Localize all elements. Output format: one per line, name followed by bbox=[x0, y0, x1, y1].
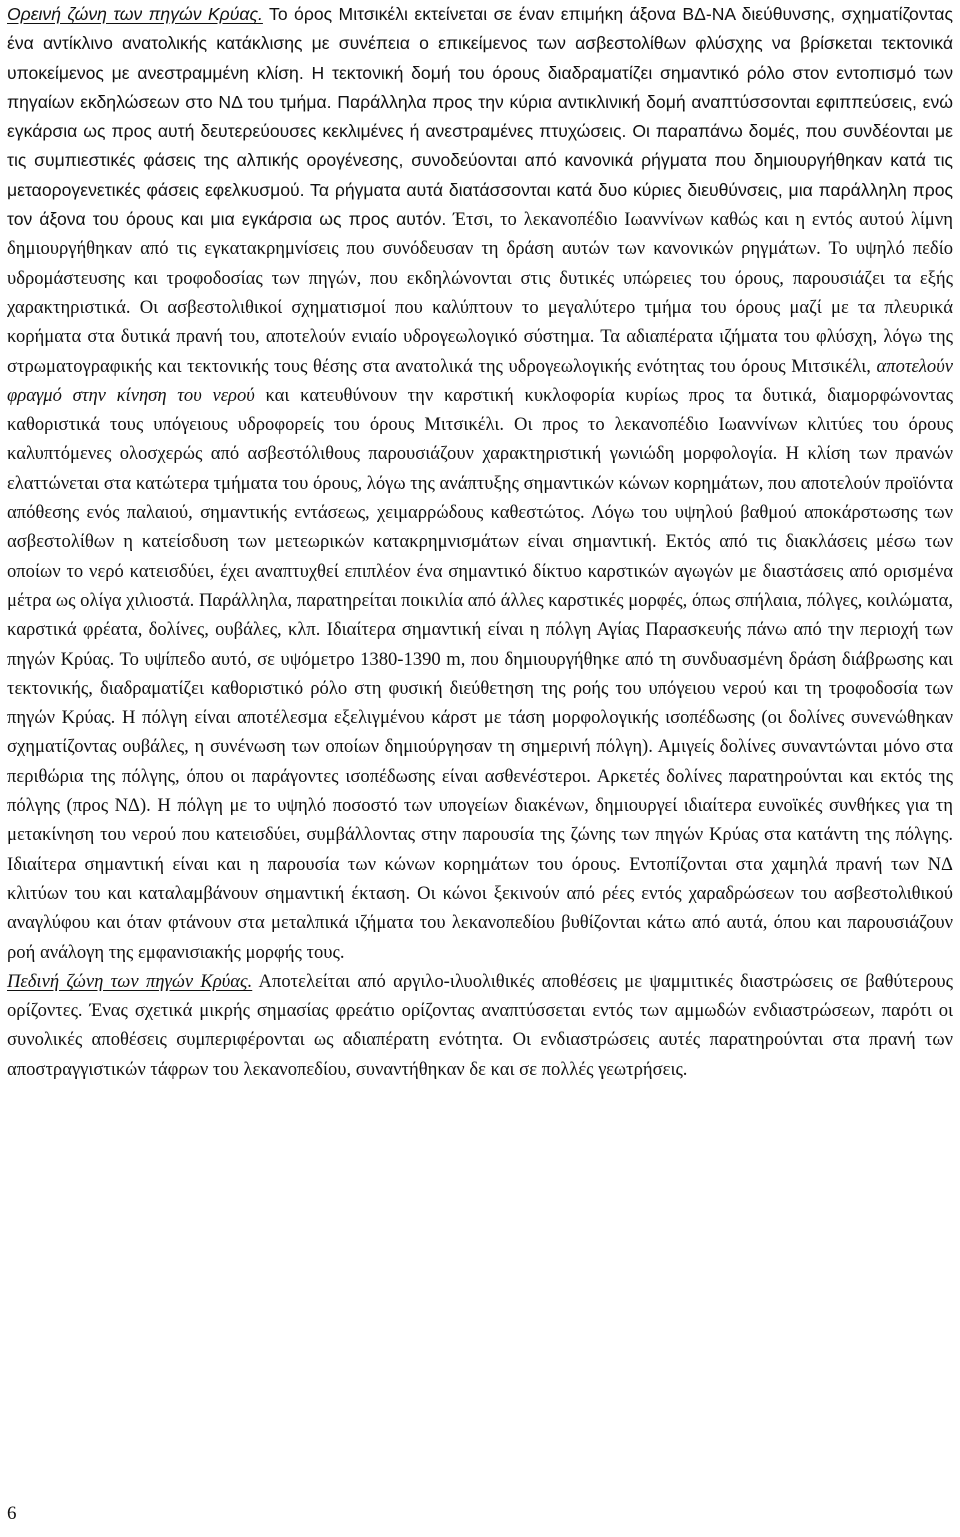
emphasis-water-barrier: αποτελούν φραγμό στην κίνηση του νερού bbox=[7, 355, 953, 406]
page-number: 6 bbox=[7, 1503, 17, 1524]
document-page bbox=[7, 0, 953, 1084]
paragraph-upper-zone bbox=[7, 0, 953, 967]
paragraph-lower-zone bbox=[7, 967, 953, 1084]
paragraph-text-karst: και κατευθύνουν την καρστική κυκλοφορία κυρίως προς τα δυτικά, διαμορφώνοντας καθοριστικά τους υπόγειους υδροφορείς του όρους Μιτσικέλι. Οι προς το λεκανοπέδιο Ιωαννίνων κλιτύες του όρους καλυπτόμενες ολοσχερώς από ασβεστόλιθους παρουσιάζουν χαρακτηριστική γωνιώδη μορφολογία. Η κλίση των πρανών ελαττώνεται στα κατώτερα τμήματα του όρους, λόγω της ανάπτυξης σημαντικών κώνων κορημάτων, που αποτελούν προϊόντα απόθεσης ενός παλαιού, σημαντικής εντάσεως, χειμαρρώδους καθεστώτος. Λόγω του υψηλού βαθμού αποκάρστωσης των ασβεστολίθων η κατείσδυση των μετεωρικών κατακρημνισμάτων είναι σημαντική. Εκτός από τις διακλάσεις μέσω των οποίων το νερό κατεισδύει, έχει αναπτυχθεί επιπλέον ένα σημαντικό δίκτυο καρστικών αγωγών με διαστάσεις από ορισμένα μέτρα ως ολίγα χιλιοστά. Παράλληλα, παρατηρείται ποικιλία από άλλες καρστικές μορφές, όπως σπήλαια, πόλγες, κοιλώματα, καρστικά φρέατα, δολίνες, ουβάλες, κλπ. Ιδιαίτερα σημαντική είναι η πόλγη Αγίας Παρασκευής πάνω από την περιοχή των πηγών Κρύας. Το υψίπεδο αυτό, σε υψόμετρο 1380-1390 m, που δημιουργήθηκε από τη συνδυασμένη δράση διάβρωσης και τεκτονικής, διαδραματίζει καθοριστικό ρόλο στη φυσική διεύθετηση της ροής του υπόγειου νερού και τη τροφοδοσία των πηγών Κρύας. Η πόλγη είναι αποτέλεσμα εξελιγμένου κάρστ με τάση μορφολογικής ισοπέδωσης (οι δολίνες συνενώθηκαν σχηματίζοντας ουβάλες, η συνένωση των οποίων δημιούργησαν τη σημερινή πόλγη). Αμιγείς δολίνες συναντώνται μόνο στα περιθώρια της πόλγης, όπου οι παράγοντες ισοπέδωσης είναι ασθενέστεροι. Αρκετές δολίνες παρατηρούνται και εκτός της πόλγης (προς ΝΔ). Η πόλγη με το υψηλό ποσοστό των υπογείων διακένων, δημιουργεί ιδιαίτερα ευνοϊκές συνθήκες για τη μετακίνηση του νερού που κατεισδύει, συμβάλλοντας στην παρουσία της ζώνης των πηγών Κρύας στα κατάντη της πόλγης. Ιδιαίτερα σημαντική είναι και η παρουσία των κώνων κορημάτων του όρους. Εντοπίζονται στα χαμηλά πρανή των ΝΔ κλιτύων του και καταλαμβάνουν σημαντική έκταση. Οι κώνοι ξεκινούν από ρέες εντός χαραδρώσεων του ασβεστολιθικού αναγλύφου και όταν φτάνουν στα μεταλπικά ιζήματα του λεκανοπεδίου βυθίζονται κάτω από αυτά, όπου και παρουσιάζουν ροή ανάλογη της εμφανισιακής μορφής τους. bbox=[7, 384, 953, 963]
paragraph-text-hydrogeology: Έτσι, το λεκανοπέδιο Ιωαννίνων καθώς και η εντός αυτού λίμνη δημιουργήθηκαν από τις εγκατακρημνίσεις που συνόδευσαν τη δράση αυτών των κανονικών ρηγμάτων. Το υψηλό πεδίο υδρομάστευσης και τροφοδοσίας των πηγών, που εκδηλώνονται στις δυτικές υπώρειες του όρους, παρουσιάζει τα εξής χαρακτηριστικά. Οι ασβεστολιθικοί σχηματισμοί που καλύπτουν το μεγαλύτερο τμήμα του όρους μαζί με τα πλευρικά κορήματα στα δυτικά πρανή του, αποτελούν ενιαίο υδρογεωλογικό σύστημα. Τα αδιαπέρατα ιζήματα του φλύσχη, λόγω της στρωματογραφικής και τεκτονικής τους θέσης στα ανατολικά της υδρογεωλογικής ενότητας του όρους Μιτσικέλι, bbox=[7, 209, 953, 377]
paragraph-text-lowland: Αποτελείται από αργιλο-ιλυολιθικές αποθέσεις με ψαμμιτικές διαστρώσεις σε βαθύτερους ορίζοντες. Ένας σχετικά μικρής σημασίας φρεάτιο ορίζοντας αναπτύσσεται εντός των αμμωδών ενδιαστρώσεων, παρότι οι συνολικές αποθέσεις συμπεριφέρονται ως αδιαπέρατη ενότητα. Οι ενδιαστρώσεις αυτές παρατηρούνται στα πρανή των αποστραγγιστικών τάφρων του λεκανοπεδίου, συναντήθηκαν δε και σε πολλές γεωτρήσεις. bbox=[7, 970, 954, 1080]
section-heading-lower-zone: Πεδινή ζώνη των πηγών Κρύας. bbox=[7, 970, 253, 992]
section-heading-upper-zone: Ορεινή ζώνη των πηγών Κρύας. bbox=[7, 4, 263, 24]
paragraph-text-tectonics: Το όρος Μιτσικέλι εκτείνεται σε έναν επιμήκη άξονα ΒΔ-ΝΑ διεύθυνσης, σχηματίζοντας ένα αντίκλινο ανατολικής κατάκλισης με συνέπεια ο επικείμενος των ασβεστολίθων φλύσχης να βρίσκεται τεκτονικά υποκείμενος με ανεστραμμένη κλίση. Η τεκτονική δομή του όρους διαδραματίζει σημαντικό ρόλο στον εντοπισμό των πηγαίων εκδηλώσεων στο ΝΔ του τμήμα. Παράλληλα προς την κύρια αντικλινική δομή αναπτύσσονται εφιππεύσεις, ενώ εγκάρσια ως προς αυτή δευτερεύουσες κεκλιμένες ή ανεστραμένες πτυχώσεις. Οι παραπάνω δομές, που συνδέονται με τις συμπιεστικές φάσεις της αλπικής ορογένεσης, συνοδεύονται από κανονικά ρήγματα που δημιουργήθηκαν κατά τις μεταορογενετικές φάσεις εφελκυσμού. Τα ρήγματα αυτά διατάσσονται κατά δυο κύριες διευθύνσεις, μια παράλληλη προς τον άξονα του όρους και μια εγκάρσια ως προς αυτόν. bbox=[7, 4, 953, 230]
